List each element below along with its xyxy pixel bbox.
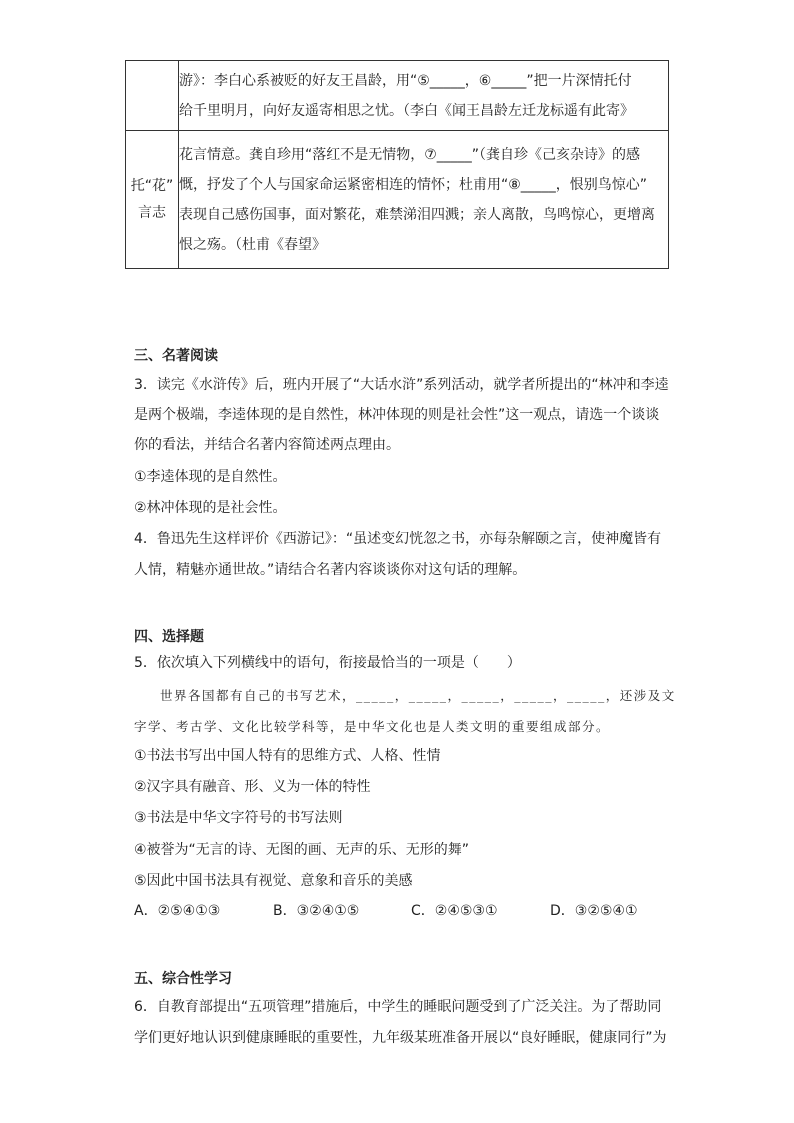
sentence-option: ②汉字具有融音、形、义为一体的特性 xyxy=(134,779,371,795)
question-3-option: ②林冲体现的是社会性。 xyxy=(134,500,287,516)
question-4-line: 4．鲁迅先生这样评价《西游记》：“虽述变幻恍忽之书，亦每杂解颐之言，使神魔皆有 xyxy=(134,531,662,547)
text-line: 表现自己感伤国事，面对繁花，难禁涕泪四溅；亲人离散，鸟鸣惊心，更增离 xyxy=(179,206,655,223)
text-line: 游》：李白心系被贬的好友王昌龄，用“⑤_____，⑥_____”把一片深情托付 xyxy=(179,72,632,89)
label-line: 言志 xyxy=(138,204,166,221)
question-5-stem: 5．依次填入下列横线中的语句，衔接最恰当的一项是（ ） xyxy=(134,655,521,671)
passage-line: 世界各国都有自己的书写艺术，_____，_____，_____，_____，_____，还涉及文 xyxy=(160,688,676,703)
row-content xyxy=(179,61,669,131)
question-3-line: 是两个极端，李逵体现的是自然性，林冲体现的则是社会性”这一观点，请选一个谈谈 xyxy=(134,407,660,423)
row-content xyxy=(179,131,669,269)
sentence-option: ③书法是中华文字符号的书写法则 xyxy=(134,810,343,826)
option-b[interactable]: B．③②④①⑤ xyxy=(273,903,360,919)
text-line: 给千里明月，向好友遥寄相思之忧。（李白《闻王昌龄左迁龙标遥有此寄》 xyxy=(179,102,634,119)
text-line: 恨之殇。（杜甫《春望》 xyxy=(179,236,326,253)
sentence-option: ⑤因此中国书法具有视觉、意象和音乐的美感 xyxy=(134,873,413,889)
poetry-table xyxy=(125,60,669,269)
passage-line: 字学、考古学、文化比较学科等，是中华文化也是人类文明的重要组成部分。 xyxy=(134,719,611,734)
option-d[interactable]: D．③②⑤④① xyxy=(550,903,638,919)
option-a[interactable]: A．②⑤④①③ xyxy=(134,903,221,919)
sentence-option: ④被誉为“无言的诗、无图的画、无声的乐、无形的舞” xyxy=(134,842,470,858)
row-label xyxy=(126,131,179,269)
question-3-line: 你的看法，并结合名著内容简述两点理由。 xyxy=(134,437,400,453)
text-line: 慨，抒发了个人与国家命运紧密相连的情怀；杜甫用“⑧_____，恨别鸟惊心” xyxy=(179,176,648,193)
table-row xyxy=(126,61,669,131)
question-6-line: 学们更好地认识到健康睡眠的重要性，九年级某班准备开展以“良好睡眠，健康同行”为 xyxy=(134,1030,667,1046)
option-c[interactable]: C．②④⑤③① xyxy=(411,903,498,919)
question-3-option: ①李逵体现的是自然性。 xyxy=(134,469,287,485)
section-heading-3: 三、名著阅读 xyxy=(134,348,218,364)
question-6-line: 6．自教育部提出“五项管理”措施后，中学生的睡眠问题受到了广泛关注。为了帮助同 xyxy=(134,999,662,1015)
answer-options xyxy=(134,900,664,920)
question-4-line: 人情，精魅亦通世故。”请结合名著内容谈谈你对这句话的理解。 xyxy=(134,562,527,578)
question-3-line: 3．读完《水浒传》后，班内开展了“大话水浒”系列活动，就学者所提出的“林冲和李逵 xyxy=(134,377,669,393)
row-label-empty xyxy=(126,61,179,131)
text-line: 花言情意。龚自珍用“落红不是无情物，⑦_____”（龚自珍《己亥杂诗》的感 xyxy=(179,146,641,163)
table-row xyxy=(126,131,669,269)
section-heading-5: 五、综合性学习 xyxy=(134,971,232,987)
sentence-option: ①书法书写出中国人特有的思维方式、人格、性情 xyxy=(134,748,441,764)
label-line: 托“花” xyxy=(130,177,174,194)
section-heading-4: 四、选择题 xyxy=(134,629,204,645)
